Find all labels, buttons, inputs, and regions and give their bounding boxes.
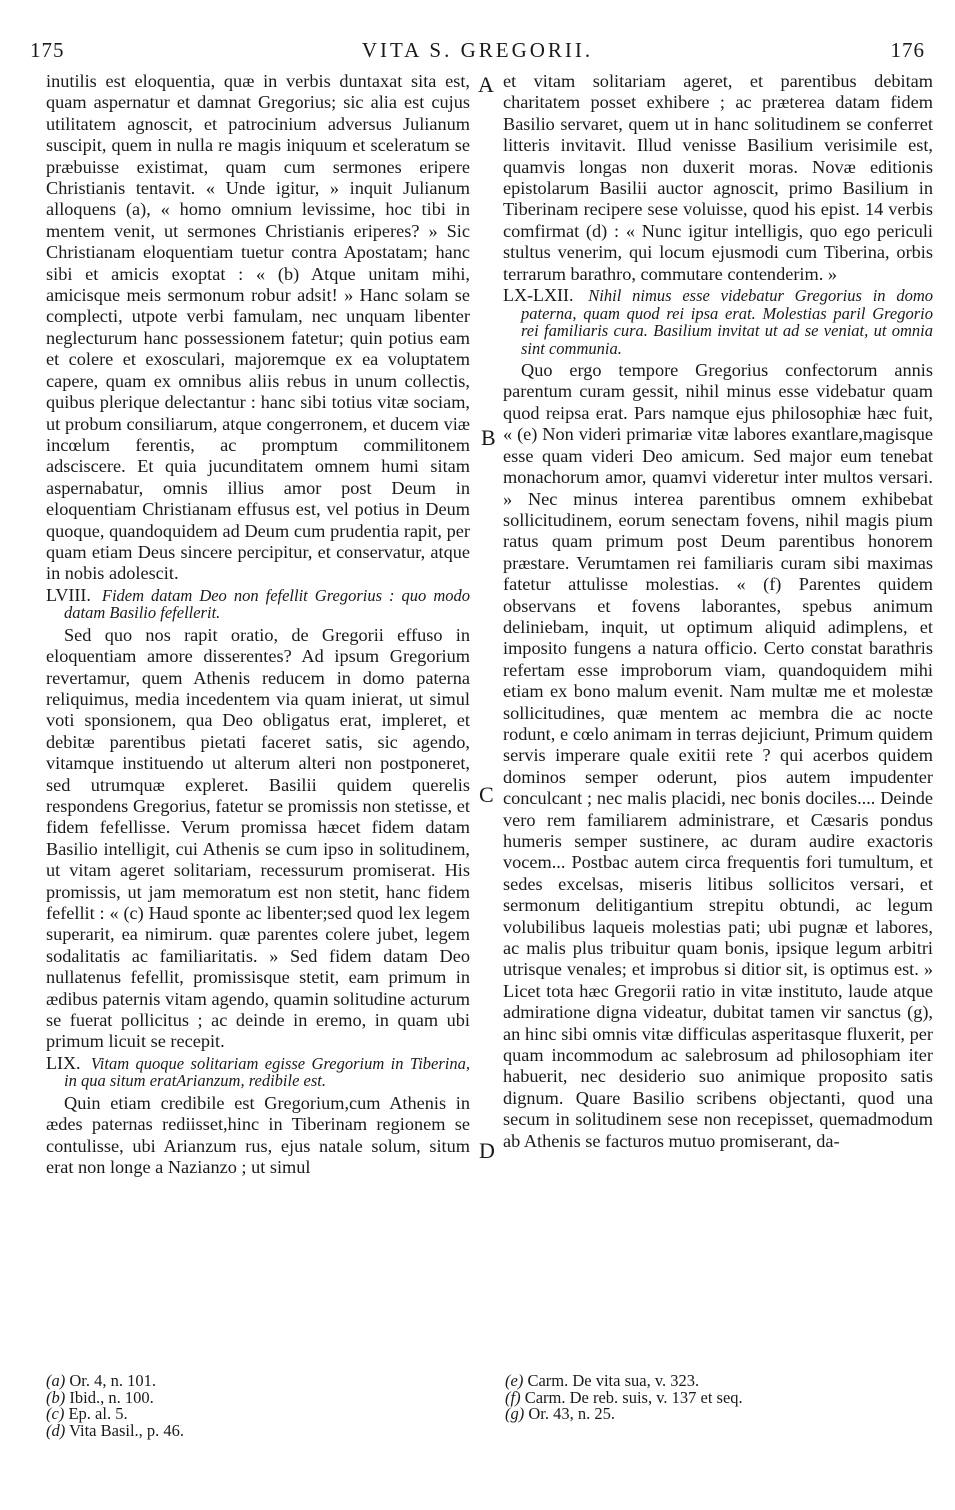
paragraph: et vitam solitariam ageret, et parentibus debitam charitatem posset exhibere ; ac præterea datam fidem Basilio servaret, quem ut in hanc solitudinem se conferret litteris invitavit. Illud venisse Basilium verisimile est, quamvis longas non duxerit moras. Novæ editionis epistolarum Basilii auctor agnoscit, primo Basilium in Tiberinam recipere sese voluisse, quod his epist. 14 verbis comfirmat (d) : « Nunc igitur intelligis, quo ego periculi stultus venerim, qui locum ejusmodi cum Tiberina, orbis terrarum barathro, commutare contenderim. » (503, 71, 933, 284)
footnotes-left (46, 1373, 466, 1439)
section-heading (46, 584, 470, 623)
paragraph: Quo ergo tempore Gregorius confectorum annis parentum curam gessit, nihil minus esse videbatur quam quod reipsa erat. Pars namque ejus philosophiæ hæc fuit, « (e) Non videri primariæ vitæ labores exantlare,magisque esse quam videri Deo amicum. Sed major eum tenebat monachorum amor, quamvi videretur inter multos versari. » Nec minus interea parentibus omnem exhibebat sollicitudinem, eorum senectam fovens, nihil magis pium ratus quam primum post Deum parentibus honorem præstare. Verumtamen rei familiaris curam sibi maximas fatetur attulisse molestias. « (f) Parentes quidem observans et fovens laborantes, spebus animum deliniebam, inquit, ut optimum aliquid adimplens, et imposito fungens a natura officio. Certo constat barathris refertam esse improborum viam, quandoquidem mihi etiam ex bono malum evenit. Nam multæ me et molestæ sollicitudines, quæ mentem ac membra die ac nocte rodunt, e cœlo animam in terras dejiciunt, Primum quidem servis imperare quale exitii rete ? qui acerbos quidem dominos semper oderunt, pios autem impudenter conculcant ; nec malis placidi, nec bonis dociles.... Deinde vero rem familiarem administrare, et Cæsaris pondus humeris semper sustinere, ac duram audire exactoris vocem... Postbac autem circa frequentis fori tumultum, et sedes excelsas, miseris litibus sollicitos versari, et sermonum delitigantium strepitu obtundi, ac legum volubilibus laqueis molestias pati; ubi pugnæ et labores, ac malis plus tribuitur quam bonis, ipsique legum arbitri utrisque venales; et improbus si ditior sit, is optimus est. » Licet tota hæc Gregorii ratio in vitæ instituto, laude atque admiratione digna videatur, dubitat tamen vir sanctus (g), an hinc sibi omnis vitæ difficulas asperitasque fluxerit, per quam incommodum ac salebrosum ad philosophiam iter habuerit, nec desiderio suo animique proposito satis dignum. Quare Basilio scribens objectanti, quod una secum in solitudinem sese non recepisset, quemadmodum ab Athenis se facturos mutuo promiserant, da- (503, 360, 933, 1151)
section-heading (46, 1052, 470, 1091)
footnote-text: Ep. al. 5. (68, 1404, 128, 1423)
footnote-key: (f) (505, 1387, 521, 1407)
footnote-key: (b) (46, 1387, 66, 1407)
section-heading (503, 287, 933, 357)
paragraph: inutilis est eloquentia, quæ in verbis duntaxat sita est, quam aspernatur et damnat Gregorius; sic alia est cujus utilitatem agnoscit, et patrocinium adversus Julianum suscipit, quem in nulla re magis iniquum et sceleratum se præbuisse existimat, quam cum sermones eripere Christianis tentavit. « Unde igitur, » inquit Julianum alloquens (a), « homo omnium levissime, hoc tibi in mentem venit, ut sermones Christianis eriperes? » Sic Christianam eloquentiam tuetur contra Apostatam; hanc sibi et amicis exoptat : « (b) Atque unitam mihi, amicisque meis sermonum robur adsit! » Hanc solam se complecti, utpote verbi famulam, nec unquam libenter neglecturum hanc possessionem fatetur; quin potius eam et colere et exosculari, majoremque ex ea voluptatem capere, quam ex omnibus aliis rebus in unum collectis, quibus plerique delectantur : hanc sibi totius vitæ sociam, ut probum consiliarum, atque congerronem, et ducem viæ incœlum ferentis, ac promptum commilitonem adsciscere. Et quia jucunditatem omnem humi sitam aspernabatur, omnis illius amor post Deum in eloquentiam Christianam effusus est, vel potius in Deum quoque, quandoquidem ad Deum cum prudentia rapit, per quam etiam Deus sincere percipitur, et conservatur, atque in nobis adolescit. (46, 71, 470, 584)
footnote-text: Carm. De reb. suis, v. 137 et seq. (524, 1387, 743, 1407)
section-number: LIX. (46, 1052, 81, 1073)
footnote-text: Ibid., n. 100. (69, 1387, 154, 1407)
page-number-right: 176 (890, 38, 925, 62)
running-header (30, 38, 925, 68)
section-title: Vitam quoque solitariam egisse Gregorium in Tiberina, in qua situm eratArianzum, redibile est. (64, 1053, 470, 1091)
footnote-key: (g) (505, 1404, 525, 1423)
paragraph: Quin etiam credibile est Gregorium,cum Athenis in ædes paternas rediisset,hinc in Tiberinam regionem se contulisse, ubi Arianzum rus, ejus natale solum, situm erat non longe a Nazianzo ; ut simul (46, 1092, 470, 1178)
footnote-text: Or. 4, n. 101. (69, 1371, 156, 1390)
footnotes-right (505, 1373, 925, 1423)
footnote-text: Or. 43, n. 25. (528, 1404, 615, 1423)
footnote (505, 1406, 925, 1423)
footnote (46, 1420, 466, 1440)
left-column (46, 71, 470, 1179)
margin-letter-c: C (479, 782, 494, 807)
section-number: LVIII. (46, 584, 91, 605)
section-title: Nihil nimus esse videbatur Gregorius in domo paterna, quam quod rei ipsa erat. Molestias paril Gregorio rei familiaris cura. Basilium invitat ut ad se veniat, ut omnia sint communia. (521, 286, 933, 358)
right-column (503, 71, 933, 1152)
footnote-text: Carm. De vita sua, v. 323. (527, 1371, 700, 1390)
page-number-left: 175 (30, 38, 65, 62)
footnote-key: (d) (46, 1420, 66, 1440)
section-number: LX-LXII. (503, 285, 574, 306)
margin-letter-b: B (481, 425, 496, 450)
footnote-key: (e) (505, 1371, 524, 1390)
running-title: VITA S. GREGORII. (361, 38, 594, 62)
paragraph: Sed quo nos rapit oratio, de Gregorii effuso in eloquentiam amore disserentes? Ad ipsum Gregorium revertamur, quem Athenis reducem in domo paterna reliquimus, media incedentem via quam inierat, ut simul voti sponsionem, qua Deo obligatus erat, impleret, et debitæ parentibus pietati faceret satis, sic agendo, vitamque instituendo ut alterum alteri non postponeret, sed utrumquæ expleret. Basilii quidem querelis respondens Gregorius, fatetur se promissis non stetisse, et fidem fefellisse. Verum promissa hæcet fidem datam Basilio intelligit, cui Athenis se cum ipso in solitudinem, ut vitam ageret solitariam, recessurum promiserat. His promissis, ut jam memoratum est non stetit, hanc fidem fefellit : « (c) Haud sponte ac libenter;sed quod lex legem superarit, ea nimirum. quæ parentes colere jubet, legem sodalitatis ac familiaritatis. » Sed fidem datam Deo nullatenus fefellit, promissisque stetit, eam primum in ædibus paternis vitam agendo, quamin solitudine acturum se fuerat pollicitus ; ac deinde in eremo, in quam ubi primum licuit se recepit. (46, 624, 470, 1052)
footnote-key: (c) (46, 1404, 65, 1423)
margin-letter-d: D (479, 1138, 495, 1163)
footnote-key: (a) (46, 1371, 66, 1390)
section-title: Fidem datam Deo non fefellit Gregorius : quo modo datam Basilio fefellerit. (64, 585, 470, 623)
footnote-text: Vita Basil., p. 46. (69, 1420, 185, 1440)
margin-letter-a: A (478, 72, 494, 97)
